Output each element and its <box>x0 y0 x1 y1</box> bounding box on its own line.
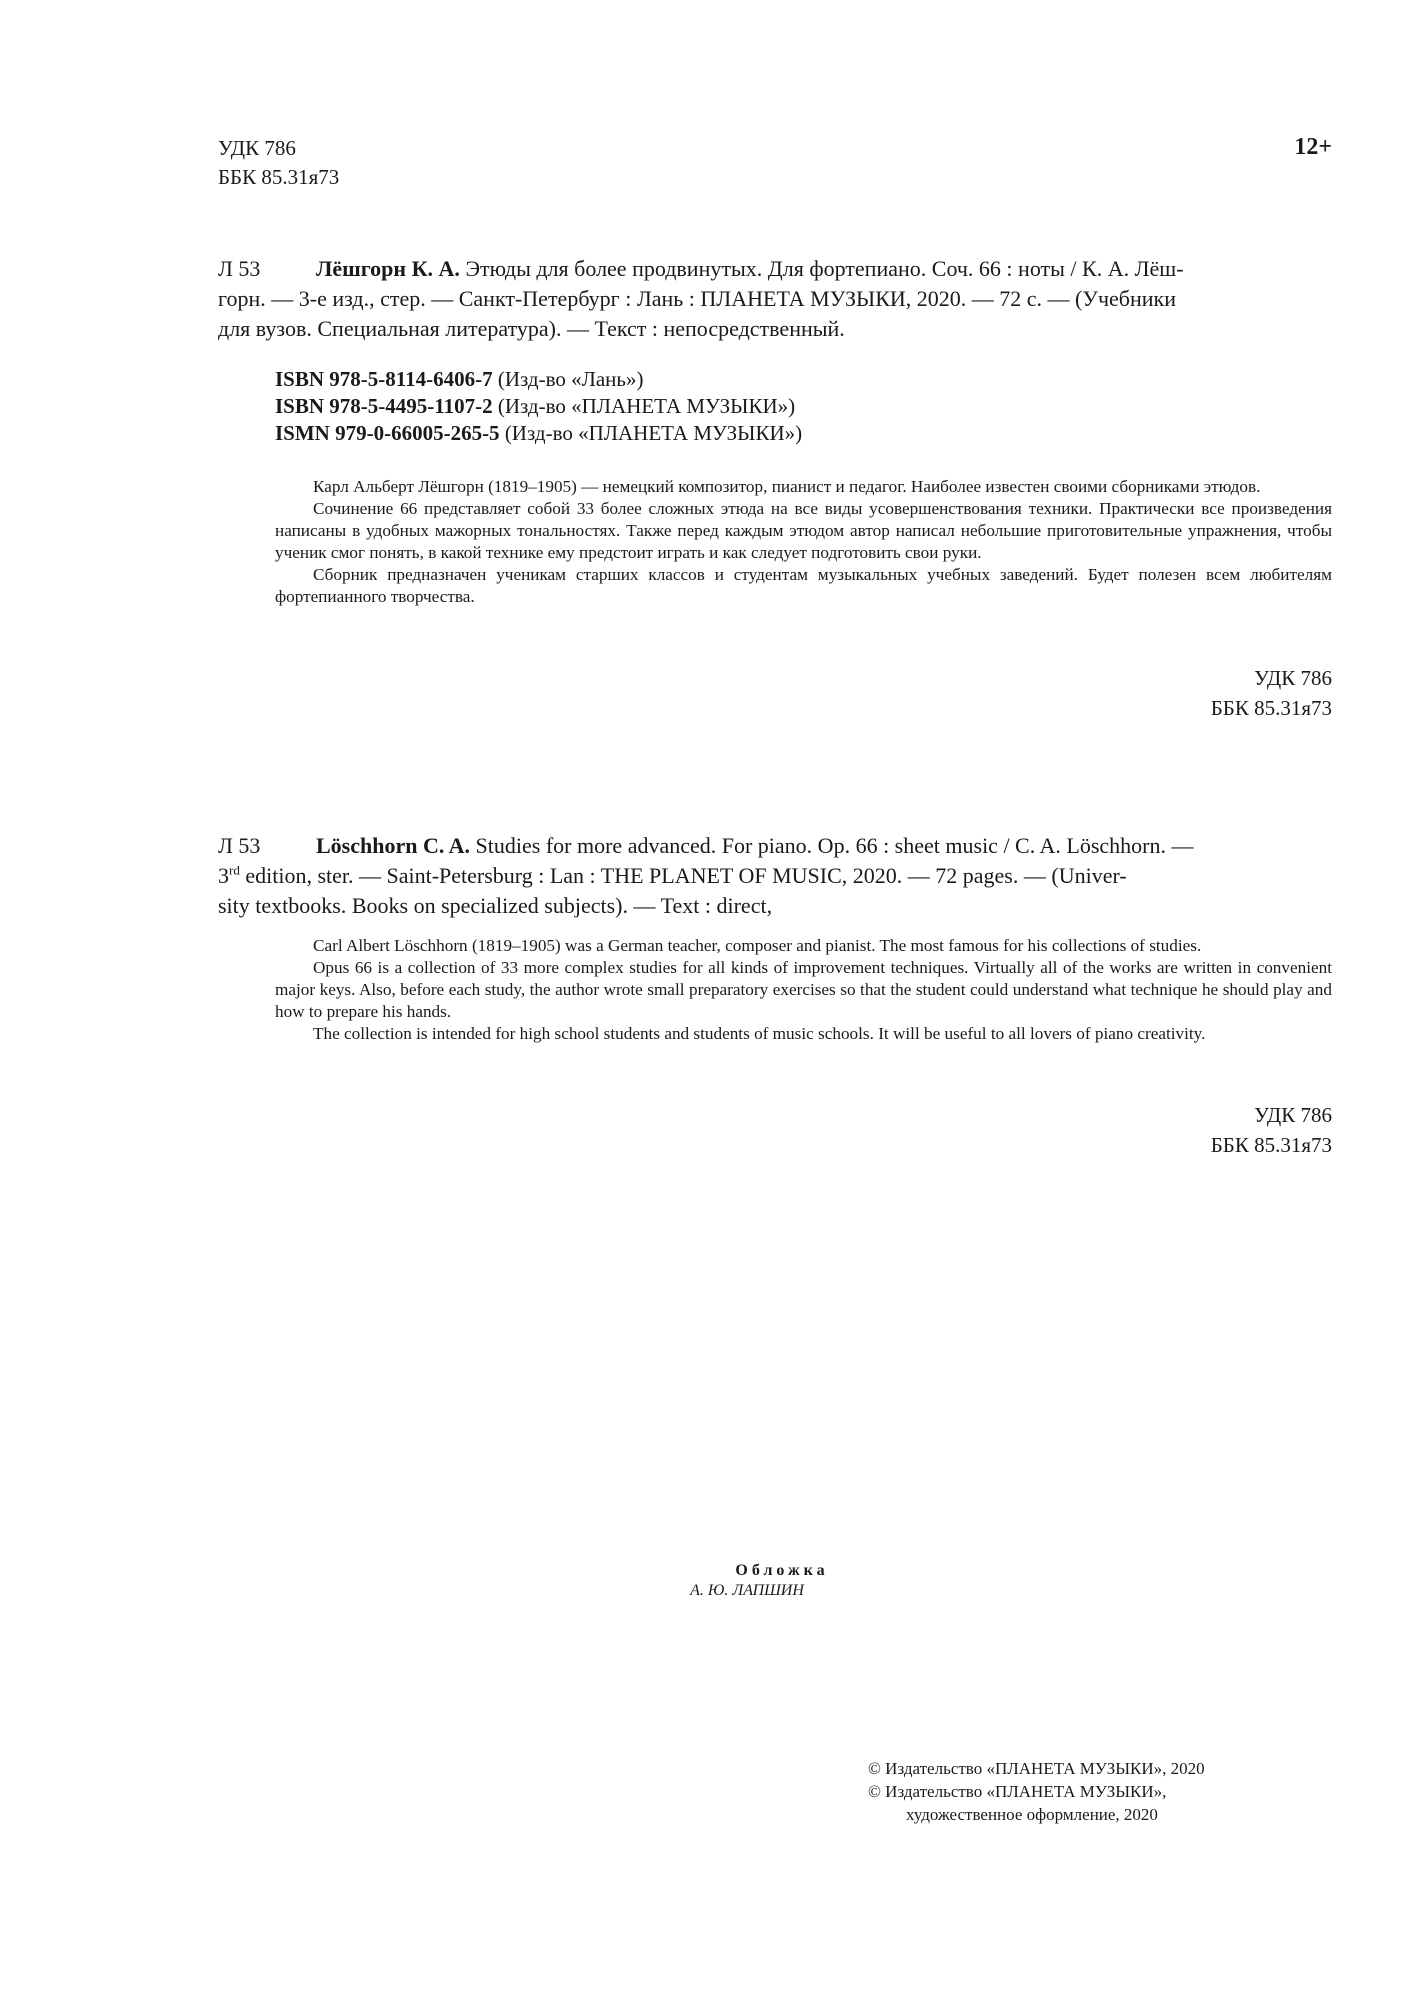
copyright-line: художественное оформление, 2020 <box>906 1805 1158 1824</box>
bbk-code: ББК 85.31я73 <box>1210 696 1332 720</box>
bbk-code: ББК 85.31я73 <box>1210 1133 1332 1157</box>
copyright-line: © Издательство «ПЛАНЕТА МУЗЫКИ», <box>868 1782 1167 1801</box>
bibliographic-entry-ru <box>218 254 1332 344</box>
age-rating: 12+ <box>1294 134 1332 160</box>
abstract-ru <box>275 476 1332 608</box>
classification-ru <box>1211 663 1332 723</box>
copyright-block <box>868 1757 1205 1826</box>
classification-en <box>1211 1100 1332 1160</box>
isbn-number: ISBN 978-5-4495-1107-2 <box>275 394 493 418</box>
abstract-paragraph: The collection is intended for high school students and students of music schools. It will be useful to all lovers of piano creativity. <box>313 1024 1206 1043</box>
copyright-line: © Издательство «ПЛАНЕТА МУЗЫКИ», 2020 <box>868 1759 1205 1778</box>
isbn-line-1 <box>275 366 802 393</box>
edition-number: 3 <box>218 863 229 888</box>
bbk-code: ББК 85.31я73 <box>218 165 340 189</box>
entry-line-1 <box>316 831 1332 861</box>
abstract-paragraph: Сочинение 66 представляет собой 33 более сложных этюда на все виды усовершенствования техники. Практически все произведения написаны в удобных мажорных тональностях. Также перед каждым этюдом автор написал небольшие приготовительные упражнения, чтобы ученик смог понять, в какой технике ему предстоит играть и как следует подготовить свои руки. <box>275 499 1332 562</box>
udk-code: УДК 786 <box>218 136 296 160</box>
author-name: Лёшгорн К. А. <box>316 256 460 281</box>
abstract-en <box>275 935 1332 1045</box>
entry-title: Этюды для более продвинутых. Для фортепиано. Соч. 66 : ноты / К. А. Лёш- <box>459 256 1184 281</box>
author-name: Löschhorn C. A. <box>316 833 471 858</box>
entry-title: Studies for more advanced. For piano. Op. 66 : sheet music / C. A. Löschhorn. — <box>470 833 1194 858</box>
isbn-publisher: (Изд-во «Лань») <box>492 367 644 391</box>
author-mark: Л 53 <box>218 256 261 281</box>
author-mark: Л 53 <box>218 833 261 858</box>
abstract-paragraph: Карл Альберт Лёшгорн (1819–1905) — немецкий композитор, пианист и педагог. Наиболее известен своими сборниками этюдов. <box>313 477 1261 496</box>
cover-artist: А. Ю. ЛАПШИН <box>690 1582 804 1599</box>
header-classification <box>218 134 339 192</box>
udk-code: УДК 786 <box>1254 1103 1332 1127</box>
ismn-publisher: (Изд-во «ПЛАНЕТА МУЗЫКИ») <box>499 421 803 445</box>
cover-label: Обложка <box>735 1562 829 1579</box>
entry-line-2 <box>218 861 1332 891</box>
isbn-block <box>275 366 802 447</box>
isbn-number: ISBN 978-5-8114-6406-7 <box>275 367 493 391</box>
isbn-publisher: (Изд-во «ПЛАНЕТА МУЗЫКИ») <box>492 394 796 418</box>
entry-line-2-text: edition, ster. — Saint-Petersburg : Lan : THE PLANET OF MUSIC, 2020. — 72 pages. — (Univer- <box>239 863 1127 888</box>
entry-line-3: для вузов. Специальная литература). — Текст : непосредственный. <box>218 316 845 341</box>
entry-line-2: горн. — 3-е изд., стер. — Санкт-Петербург : Лань : ПЛАНЕТА МУЗЫКИ, 2020. — 72 с. — (Учебники <box>218 286 1176 311</box>
udk-code: УДК 786 <box>1254 666 1332 690</box>
ismn-number: ISMN 979-0-66005-265-5 <box>275 421 500 445</box>
ismn-line <box>275 420 802 447</box>
isbn-line-2 <box>275 393 802 420</box>
entry-line-3: sity textbooks. Books on specialized subjects). — Text : direct, <box>218 893 773 918</box>
bibliographic-entry-en <box>218 831 1332 921</box>
abstract-paragraph: Opus 66 is a collection of 33 more complex studies for all kinds of improvement techniques. Virtually all of the works are written in convenient major keys. Also, before each study, the author wrote small preparatory exercises so that the student could understand what technique he should play and how to prepare his hands. <box>275 958 1332 1021</box>
abstract-paragraph: Carl Albert Löschhorn (1819–1905) was a German teacher, composer and pianist. The most famous for his collections of studies. <box>313 936 1202 955</box>
edition-suffix: rd <box>229 862 240 878</box>
abstract-paragraph: Сборник предназначен ученикам старших классов и студентам музыкальных учебных заведений. Будет полезен всем любителям фортепианного творчества. <box>275 565 1332 606</box>
entry-line-1 <box>316 254 1332 284</box>
cover-credit <box>0 1561 1414 1601</box>
